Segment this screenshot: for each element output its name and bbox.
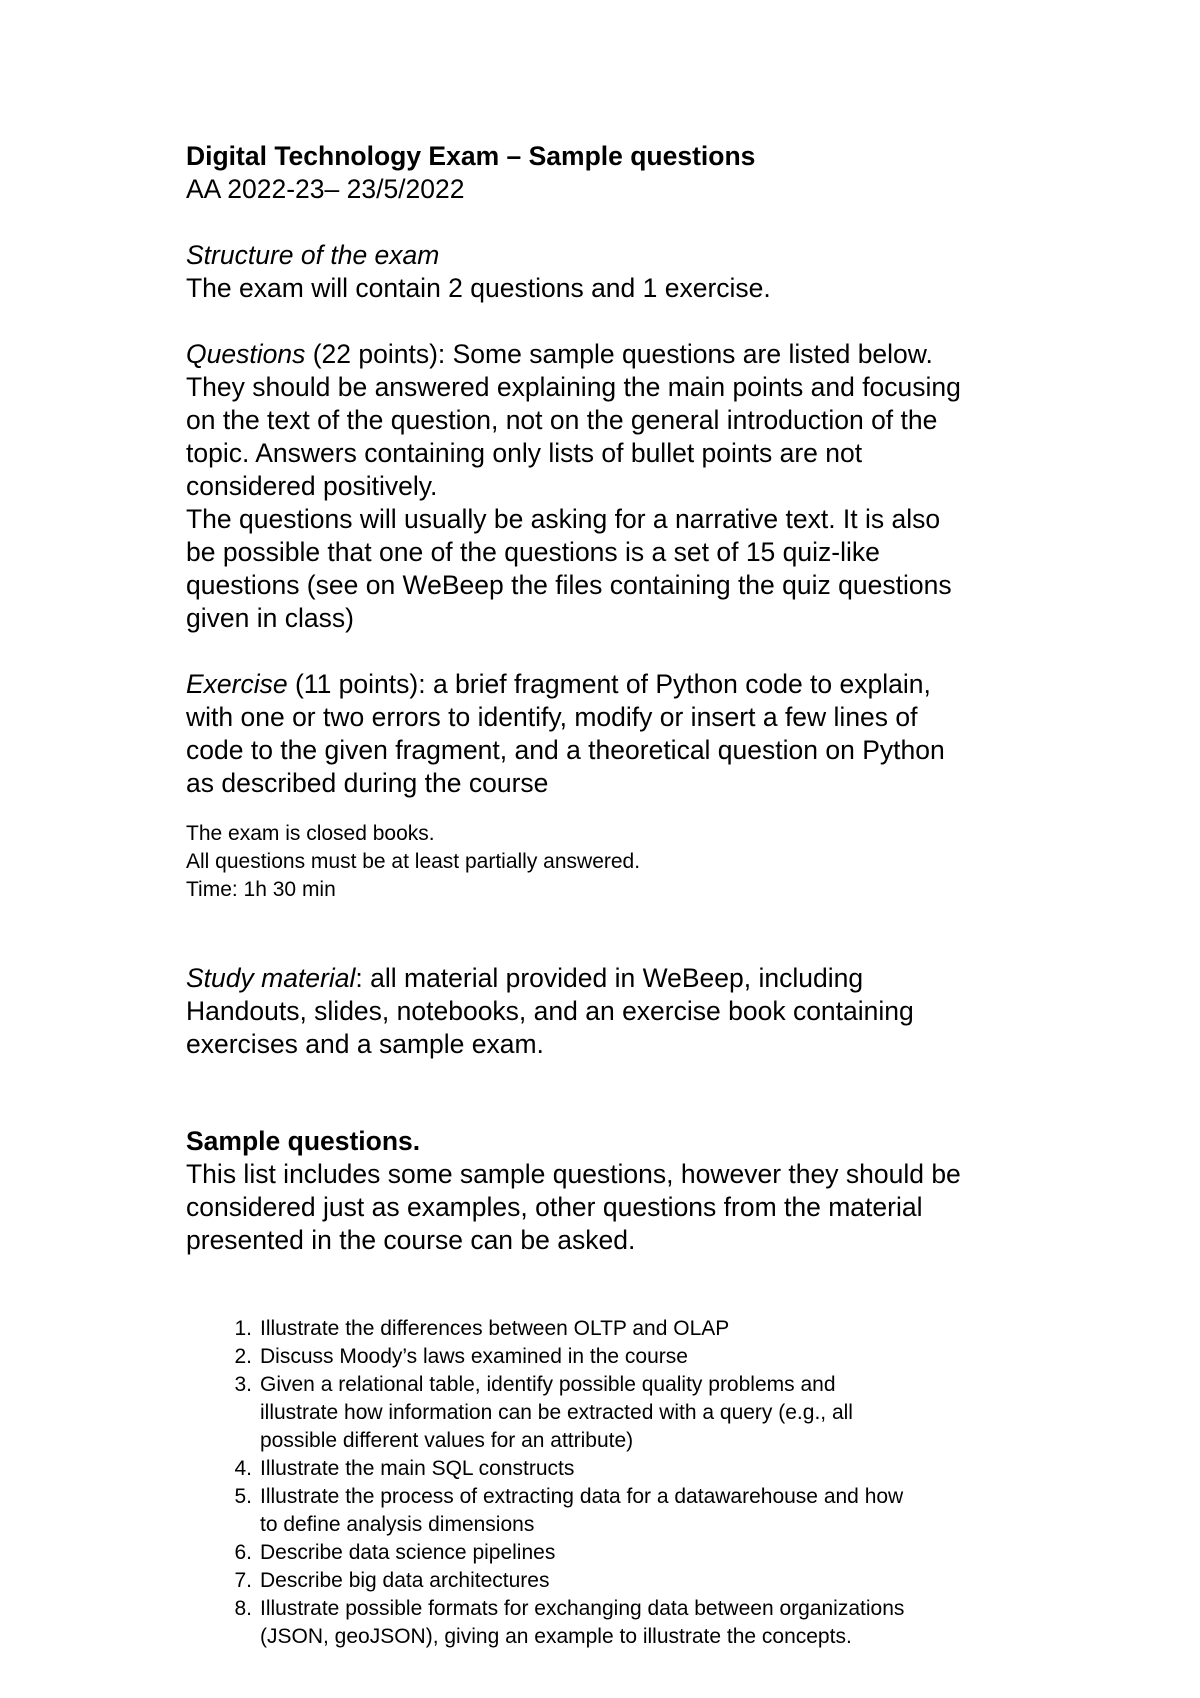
study-material-label: Study material bbox=[186, 963, 356, 993]
questions-line: The questions will usually be asking for a narrative text. It is also bbox=[186, 504, 941, 534]
list-item-number: 7. bbox=[234, 1569, 252, 1592]
sample-questions-list bbox=[186, 1315, 1046, 1651]
questions-paragraph-first-line bbox=[186, 338, 1046, 371]
exercise-label: Exercise bbox=[186, 669, 288, 699]
study-material-first-line bbox=[186, 962, 1046, 995]
document-title: Digital Technology Exam – Sample questions bbox=[186, 141, 756, 171]
list-item-number: 2. bbox=[234, 1345, 252, 1368]
list-item-line: Illustrate the process of extracting data for a datawarehouse and how bbox=[260, 1485, 904, 1508]
questions-line: questions (see on WeBeep the files containing the quiz questions bbox=[186, 570, 952, 600]
sample-questions-heading: Sample questions. bbox=[186, 1126, 421, 1156]
sample-questions-intro-line: considered just as examples, other questions from the material bbox=[186, 1192, 923, 1222]
list-item-text bbox=[260, 1455, 1046, 1483]
questions-line: given in class) bbox=[186, 603, 354, 633]
list-item bbox=[186, 1371, 1046, 1455]
list-item-line: to define analysis dimensions bbox=[260, 1513, 535, 1536]
list-item-text bbox=[260, 1483, 1046, 1539]
list-item bbox=[186, 1483, 1046, 1539]
rule-answer-all: All questions must be at least partially answered. bbox=[186, 850, 641, 873]
list-item-text bbox=[260, 1343, 1046, 1371]
structure-text: The exam will contain 2 questions and 1 exercise. bbox=[186, 273, 771, 303]
questions-line: They should be answered explaining the main points and focusing bbox=[186, 372, 961, 402]
list-item bbox=[186, 1343, 1046, 1371]
list-item-text bbox=[260, 1567, 1046, 1595]
rule-closed-books: The exam is closed books. bbox=[186, 822, 435, 845]
questions-line: be possible that one of the questions is a set of 15 quiz-like bbox=[186, 537, 880, 567]
rule-time: Time: 1h 30 min bbox=[186, 878, 336, 901]
list-item-line: possible different values for an attribute) bbox=[260, 1429, 634, 1452]
sample-questions-intro-line: This list includes some sample questions, however they should be bbox=[186, 1159, 961, 1189]
list-item-line: Describe big data architectures bbox=[260, 1569, 550, 1592]
exercise-points: (11 points): a brief fragment of Python code to explain, bbox=[287, 669, 931, 699]
document-subtitle: AA 2022-23– 23/5/2022 bbox=[186, 174, 465, 204]
list-item-line: illustrate how information can be extracted with a query (e.g., all bbox=[260, 1401, 853, 1424]
list-item-number: 1. bbox=[234, 1317, 252, 1340]
list-item-number: 3. bbox=[234, 1373, 252, 1396]
questions-label: Questions bbox=[186, 339, 306, 369]
list-item bbox=[186, 1539, 1046, 1567]
list-item bbox=[186, 1315, 1046, 1343]
list-item-text bbox=[260, 1539, 1046, 1567]
list-item bbox=[186, 1567, 1046, 1595]
structure-heading: Structure of the exam bbox=[186, 240, 440, 270]
questions-line: topic. Answers containing only lists of bullet points are not bbox=[186, 438, 863, 468]
exercise-line: code to the given fragment, and a theoretical question on Python bbox=[186, 735, 945, 765]
study-material-text: : all material provided in WeBeep, including bbox=[355, 963, 864, 993]
list-item-line: Discuss Moody’s laws examined in the course bbox=[260, 1345, 688, 1368]
document-page bbox=[186, 140, 1046, 1651]
exercise-line: with one or two errors to identify, modify or insert a few lines of bbox=[186, 702, 918, 732]
study-material-line: Handouts, slides, notebooks, and an exercise book containing bbox=[186, 996, 914, 1026]
list-item-line: Given a relational table, identify possible quality problems and bbox=[260, 1373, 836, 1396]
questions-line: considered positively. bbox=[186, 471, 438, 501]
list-item-number: 5. bbox=[234, 1485, 252, 1508]
questions-points: (22 points): Some sample questions are listed below. bbox=[305, 339, 933, 369]
exercise-line: as described during the course bbox=[186, 768, 549, 798]
list-item-line: Illustrate possible formats for exchanging data between organizations bbox=[260, 1597, 905, 1620]
list-item-number: 4. bbox=[234, 1457, 252, 1480]
exercise-paragraph-first-line bbox=[186, 668, 1046, 701]
list-item-line: Describe data science pipelines bbox=[260, 1541, 556, 1564]
list-item-number: 8. bbox=[234, 1597, 252, 1620]
list-item-text bbox=[260, 1315, 1046, 1343]
list-item-line: Illustrate the differences between OLTP and OLAP bbox=[260, 1317, 730, 1340]
list-item-number: 6. bbox=[234, 1541, 252, 1564]
questions-line: on the text of the question, not on the general introduction of the bbox=[186, 405, 938, 435]
list-item-line: Illustrate the main SQL constructs bbox=[260, 1457, 575, 1480]
study-material-line: exercises and a sample exam. bbox=[186, 1029, 544, 1059]
list-item-text bbox=[260, 1371, 1046, 1455]
list-item bbox=[186, 1595, 1046, 1651]
sample-questions-intro-line: presented in the course can be asked. bbox=[186, 1225, 636, 1255]
list-item-text bbox=[260, 1595, 1046, 1651]
list-item bbox=[186, 1455, 1046, 1483]
list-item-line: (JSON, geoJSON), giving an example to illustrate the concepts. bbox=[260, 1625, 852, 1648]
